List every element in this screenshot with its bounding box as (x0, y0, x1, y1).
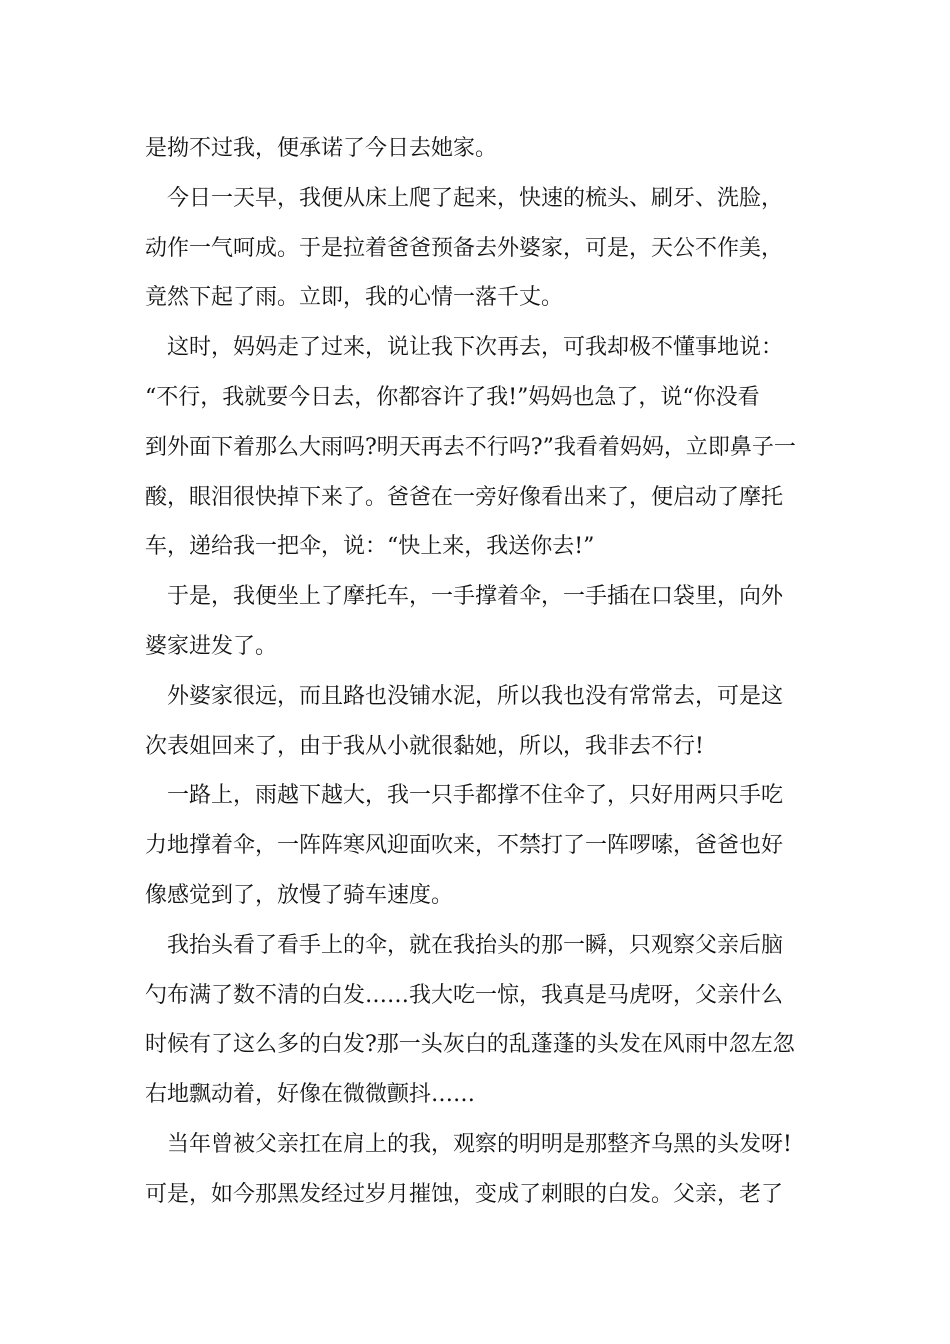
text-line: 可是，如今那黑发经过岁月摧蚀，变成了刺眼的白发。父亲，老了 (145, 1181, 784, 1207)
text-line: 动作一气呵成。于是拉着爸爸预备去外婆家，可是，天公不作美， (145, 235, 784, 261)
text-line: 勺布满了数不清的白发……我大吃一惊，我真是马虎呀，父亲什么 (145, 982, 784, 1008)
document-body (145, 124, 815, 1220)
paragraph (145, 672, 815, 772)
text-line: 酸，眼泪很快掉下来了。爸爸在一旁好像看出来了，便启动了摩托 (145, 484, 784, 510)
text-line: 这时，妈妈走了过来，说让我下次再去，可我却极不懂事地说： (167, 335, 784, 361)
text-line: 是拗不过我，便承诺了今日去她家。 (145, 136, 498, 161)
text-line: 婆家进发了。 (145, 633, 278, 659)
text-line: 外婆家很远，而且路也没铺水泥，所以我也没有常常去，可是这 (167, 683, 784, 709)
paragraph (145, 921, 815, 1120)
paragraph (145, 572, 815, 672)
text-line: 次表姐回来了，由于我从小就很黏她，所以，我非去不行! (145, 733, 704, 759)
paragraph (145, 323, 815, 572)
text-line: 于是，我便坐上了摩托车，一手撑着伞，一手插在口袋里，向外 (167, 584, 784, 610)
text-line: 像感觉到了，放慢了骑车速度。 (145, 882, 454, 908)
paragraph (145, 174, 815, 323)
paragraph (145, 1120, 815, 1220)
text-line: 车，递给我一把伞，说：“快上来，我送你去!” (145, 534, 595, 560)
text-line: 一路上，雨越下越大，我一只手都撑不住伞了，只好用两只手吃 (167, 783, 784, 809)
text-line: 右地飘动着，好像在微微颤抖…… (145, 1082, 476, 1108)
paragraph (145, 771, 815, 920)
text-line: 力地撑着伞，一阵阵寒风迎面吹来，不禁打了一阵啰嗦，爸爸也好 (145, 833, 784, 859)
text-line: 到外面下着那么大雨吗?明天再去不行吗?”我看着妈妈，立即鼻子一 (145, 434, 796, 460)
text-line: 我抬头看了看手上的伞，就在我抬头的那一瞬，只观察父亲后脑 (167, 932, 784, 958)
text-line: 今日一天早，我便从床上爬了起来，快速的梳头、刷牙、洗脸， (167, 185, 784, 211)
paragraph (145, 124, 815, 174)
text-line: “不行，我就要今日去，你都容许了我!”妈妈也急了，说“你没看 (145, 384, 760, 410)
text-line: 竟然下起了雨。立即，我的心情一落千丈。 (145, 285, 564, 311)
text-line: 当年曾被父亲扛在肩上的我，观察的明明是那整齐乌黑的头发呀! (167, 1131, 792, 1157)
text-line: 时候有了这么多的白发?那一头灰白的乱蓬蓬的头发在风雨中忽左忽 (145, 1032, 795, 1058)
